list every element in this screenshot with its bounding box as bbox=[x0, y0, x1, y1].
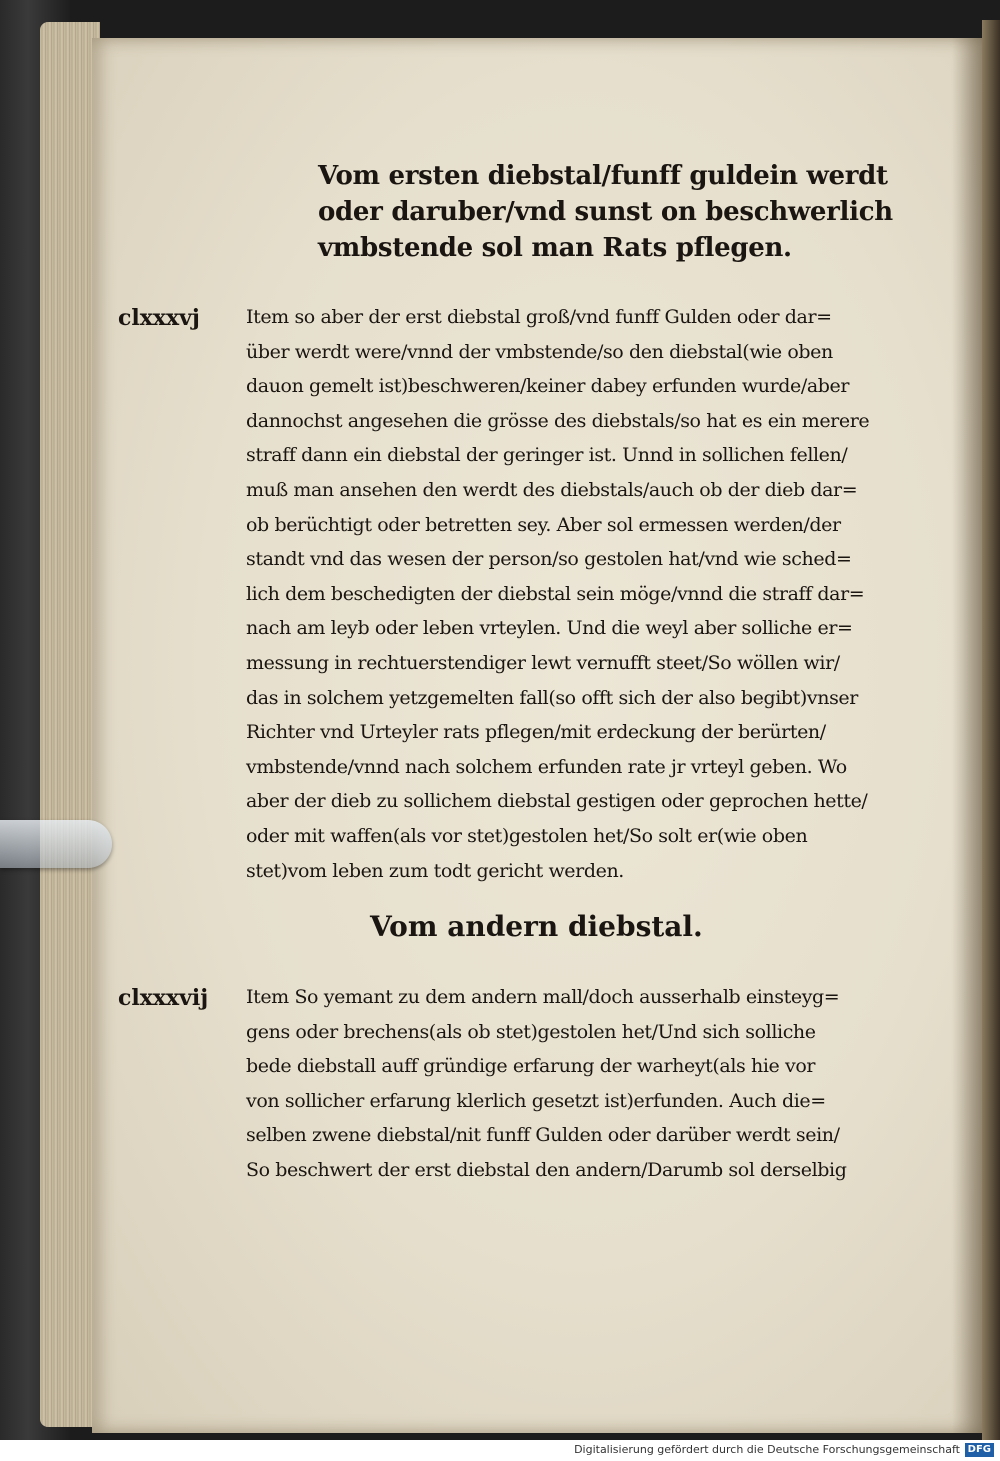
text-line: messung in rechtuerstendiger lewt vernufft steet/So wöllen wir/ bbox=[246, 651, 840, 674]
text-line: oder mit waffen(als vor stet)gestolen het/So solt er(wie oben bbox=[246, 824, 808, 847]
text-line: So beschwert der erst diebstal den andern/Darumb sol derselbig bbox=[246, 1158, 847, 1181]
text-line: von sollicher erfarung klerlich gesetzt ist)erfunden. Auch die= bbox=[246, 1089, 826, 1112]
text-line: Richter vnd Urteyler rats pflegen/mit erdeckung der berürten/ bbox=[246, 721, 826, 744]
text-line: dannochst angesehen die grösse des diebstals/so hat es ein merere bbox=[246, 409, 870, 432]
text-line: gens oder brechens(als ob stet)gestolen het/Und sich solliche bbox=[246, 1020, 816, 1043]
footer-credit: Digitalisierung gefördert durch die Deutsche Forschungsgemeinschaft bbox=[574, 1443, 960, 1456]
text-line: ob berüchtigt oder betretten sey. Aber sol ermessen werden/der bbox=[246, 513, 841, 536]
text-line: nach am leyb oder leben vrteylen. Und die weyl aber solliche er= bbox=[246, 617, 853, 640]
text-line: dauon gemelt ist)beschweren/keiner dabey erfunden wurde/aber bbox=[246, 375, 850, 398]
text-line: über werdt were/vnnd der vmbstende/so den diebstal(wie oben bbox=[246, 340, 833, 363]
text-line: aber der dieb zu sollichem diebstal gestigen oder geprochen hette/ bbox=[246, 790, 868, 813]
text-line: stet)vom leben zum todt gericht werden. bbox=[246, 859, 624, 882]
page-clip bbox=[0, 820, 112, 868]
text-line: bede diebstall auff gründige erfarung der warheyt(als hie vor bbox=[246, 1055, 816, 1078]
heading-line: oder daruber/vnd sunst on beschwerlich bbox=[318, 197, 893, 227]
heading-line: Vom ersten diebstal/funff guldein werdt bbox=[318, 161, 888, 191]
text-line: lich dem beschedigten der diebstal sein möge/vnnd die straff dar= bbox=[246, 582, 865, 605]
book-spine-right bbox=[982, 20, 1000, 1440]
section-subheading: Vom andern diebstal. bbox=[370, 910, 703, 943]
text-line: selben zwene diebstal/nit funff Gulden oder darüber werdt sein/ bbox=[246, 1124, 840, 1147]
text-line: straff dann ein diebstal der geringer ist. Unnd in sollichen fellen/ bbox=[246, 444, 848, 467]
chapter-heading bbox=[318, 158, 893, 266]
text-line: Item so aber der erst diebstal groß/vnd funff Gulden oder dar= bbox=[246, 306, 832, 328]
heading-line: vmbstende sol man Rats pflegen. bbox=[318, 233, 792, 263]
marginal-numeral: clxxxvj bbox=[118, 305, 200, 331]
marginal-numeral: clxxxvij bbox=[118, 985, 209, 1011]
page-gutter bbox=[952, 38, 982, 1433]
text-line: standt vnd das wesen der person/so gestolen hat/vnd wie sched= bbox=[246, 548, 852, 571]
text-line: muß man ansehen den werdt des diebstals/auch ob der dieb dar= bbox=[246, 478, 858, 501]
text-line: Item So yemant zu dem andern mall/doch ausserhalb einsteyg= bbox=[246, 986, 840, 1008]
text-line: das in solchem yetzgemelten fall(so offt sich der also begibt)vnser bbox=[246, 686, 858, 709]
text-line: vmbstende/vnnd nach solchem erfunden rate jr vrteyl geben. Wo bbox=[246, 755, 847, 778]
page-edges bbox=[40, 22, 100, 1427]
paragraph-2 bbox=[246, 980, 906, 1188]
paragraph-1 bbox=[246, 300, 906, 888]
dfg-logo-icon: DFG bbox=[965, 1443, 994, 1457]
